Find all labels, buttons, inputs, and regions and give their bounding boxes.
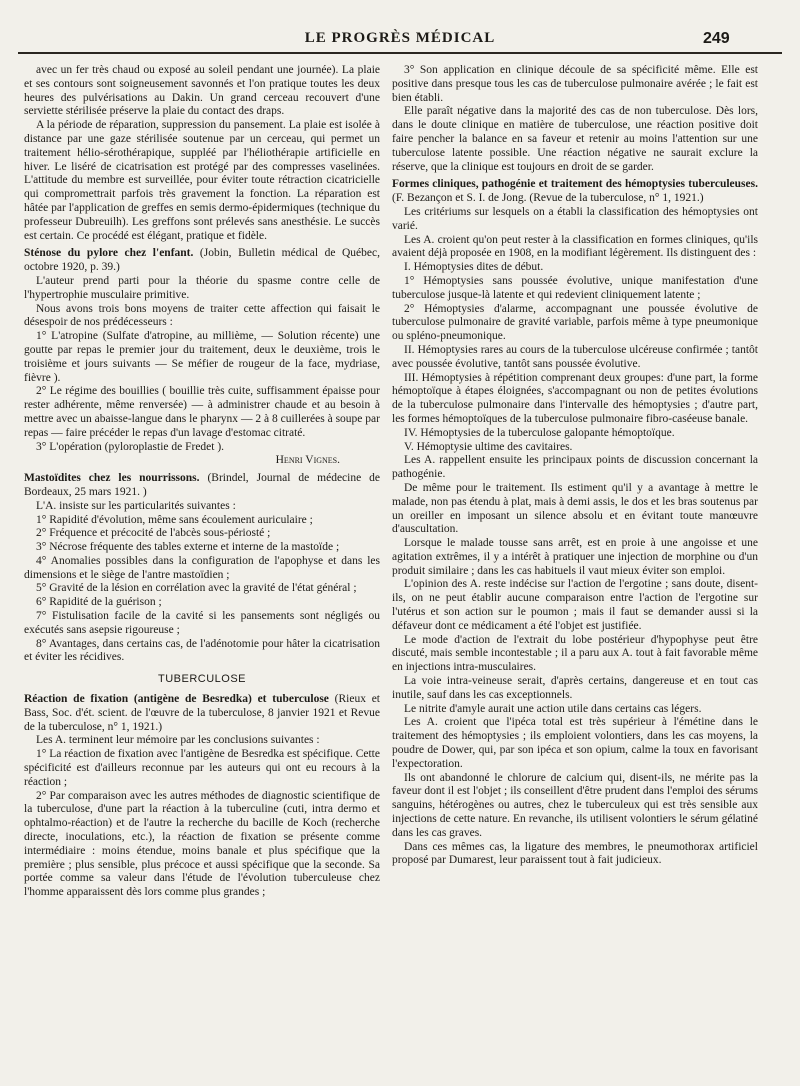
paragraph: Lorsque le malade tousse sans arrêt, est en proie à une angoisse et une agitation extrêmes, il y a intérêt à pratiquer une injection de morphine ou d'un produit similaire ; dans les cas habituels il vaut mieux éviter son emploi.	[392, 537, 758, 577]
article-citation: (Rieux et Bass, Soc. d'ét. scient. de l'œuvre de la tuberculose, 8 janvier 1921 et Revue de la tuberculose, n° 1, 1921.)	[24, 693, 380, 733]
paragraph: De même pour le traitement. Ils estiment qu'il y a avantage à mettre le malade, non pas étendu à plat, mais à demi assis, le dos et les bras soutenus par un oreiller en imposant un silence absolu et en évitant toute manœuvre d'auscultation.	[392, 481, 758, 536]
paragraph: A la période de réparation, suppression du pansement. La plaie est isolée à distance par une gaze stérilisée soutenue par un cerceau, qui permet un traitement hélio-sérothérapique, suppléé par l'héliothérapie artificielle en hiver. Le liséré de cicatrisation est protégé par des compresses vaselinées. L'attitude du membre est surveillée, pour éviter toute rétraction cicatricielle qui compromettrait parfois très gravement la fonction. La réparation est hâtée par l'application de greffes en semis dermo-épidermiques (technique du professeur Dubreuilh). Les greffons sont prélevés sans anesthésie. Le succès est certain. Ce procédé est élégant, pratique et fidèle.	[24, 119, 380, 242]
article-heading	[392, 178, 758, 206]
article-citation: (Brindel, Journal de médecine de Bordeaux, 25 mars 1921. )	[24, 472, 380, 498]
paragraph: Les critériums sur lesquels on a établi la classification des hémoptysies ont varié.	[392, 205, 758, 232]
left-column	[24, 64, 380, 1074]
header-rule	[18, 52, 782, 54]
article-title: Mastoïdites chez les nourrissons.	[24, 472, 200, 485]
article-citation: (Jobin, Bulletin médical de Québec, octobre 1920, p. 39.)	[24, 247, 380, 274]
paragraph: 3° L'opération (pyloroplastie de Fredet ).	[36, 440, 225, 453]
paragraph: 1° Hémoptysies sans poussée évolutive, unique manifestation d'une tuberculose jusque-là latente et qui redevient cliniquement latente ;	[392, 274, 758, 301]
paragraph: La voie intra-veineuse serait, d'après certains, dangereuse et en tout cas inutile, sauf dans les cas exceptionnels.	[392, 675, 758, 701]
paragraph: 1° Rapidité d'évolution, même sans écoulement auriculaire ;	[36, 513, 313, 526]
right-column	[392, 64, 758, 1074]
paragraph: 2° Hémoptysies d'alarme, accompagnant une poussée évolutive de tuberculose pulmonaire de gravité variable, parfois même à type pneumonique ou spléno-pneumonique.	[392, 302, 758, 343]
paragraph: Les A. croient que l'ipéca total est très supérieur à l'émétine dans le traitement des hémoptysies ; ils emploient volontiers, dans les cas moyens, la poudre de Dower, qui, par son ipéca et son opium, calme la toux en favorisant l'expectoration.	[392, 716, 758, 770]
paragraph: L'A. insiste sur les particularités suivantes :	[36, 499, 236, 512]
paragraph: 4° Anomalies possibles dans la configuration de l'apophyse et dans les dimensions et le siège de l'antre mastoïdien ;	[24, 554, 380, 581]
section-heading: TUBERCULOSE	[157, 673, 247, 686]
article-title: Réaction de fixation (antigène de Besredka) et tuberculose	[24, 693, 329, 706]
paragraph: 2° Fréquence et précocité de l'abcès sous-périosté ;	[36, 527, 271, 540]
paragraph: 1° La réaction de fixation avec l'antigène de Besredka est spécifique. Cette spécificité est d'ailleurs reconnue par les auteurs qui ont eu recours à la réaction ;	[24, 748, 380, 788]
paragraph: V. Hémoptysie ultime des cavitaires.	[404, 440, 573, 453]
paragraph: 2° Par comparaison avec les autres méthodes de diagnostic scientifique de la tuberculose, d'une part la réaction à la tuberculine (cuti, intra dermo et ophtalmo-réaction) et de l'autre la recherche du bacille de Koch (recherche directe, inoculations, etc.), la réaction de fixation se présente comme intermédiaire : moins étendue, moins banale et plus spécifique que la première ; plus sensible, plus précoce et aussi spécifique que la seconde. Sa portée comme sa valeur dans l'étude de l'évolution tuberculeuse chez l'homme apparaissent dès lors comme plus grandes ;	[24, 789, 380, 899]
paragraph: Dans ces mêmes cas, la ligature des membres, le pneumothorax artificiel proposé par Dumarest, leur paraissent tout à fait judicieux.	[392, 840, 758, 867]
paragraph: 3° Nécrose fréquente des tables externe et interne de la mastoïde ;	[36, 541, 340, 554]
author-signature: Henri Vignes.	[275, 454, 340, 467]
article-title: Sténose du pylore chez l'enfant.	[24, 247, 194, 260]
paragraph: L'auteur prend parti pour la théorie du spasme contre celle de l'hypertrophie musculaire primitive.	[24, 274, 380, 301]
article-citation: (F. Bezançon et S. I. de Jong. (Revue de la tuberculose, n° 1, 1921.)	[392, 192, 704, 205]
article-heading	[24, 247, 380, 275]
paragraph: 6° Rapidité de la guérison ;	[36, 596, 162, 609]
page-number: 249	[703, 30, 730, 47]
paragraph: 5° Gravité de la lésion en corrélation avec la gravité de l'état général ;	[36, 582, 357, 595]
paragraph: Les A. croient qu'on peut rester à la classification en formes cliniques, qu'ils avaient déjà proposée en 1908, en la modifiant légèrement. Ils distinguent des :	[392, 233, 758, 260]
paragraph: IV. Hémoptysies de la tuberculose galopante hémoptoïque.	[404, 426, 675, 439]
paragraph: 7° Fistulisation facile de la cavité si les pansements sont négligés ou exécutés sans asepsie rigoureuse ;	[24, 610, 380, 636]
paragraph: Le mode d'action de l'extrait du lobe postérieur d'hypophyse peut être discuté, mais semble incontestable ; il a paru aux A. tout à fait favorable même en injections intra-musculaires.	[392, 633, 758, 674]
paragraph: 8° Avantages, dans certains cas, de l'adénotomie pour hâter la cicatrisation et éviter les récidives.	[24, 637, 380, 664]
article-title: Formes cliniques, pathogénie et traitement des hémoptysies tuberculeuses.	[392, 178, 758, 191]
paragraph: Elle paraît négative dans la majorité des cas de non tuberculose. Dès lors, dans le doute clinique en matière de tuberculose, une réaction positive doit faire pencher la balance en sa faveur et retenir au moins l'attention sur une tuberculose latente possible. Une réaction négative ne saurait exclure la réserve, que la clinique est toujours en droit de se garder.	[392, 105, 758, 173]
paragraph: 3° Son application en clinique découle de sa spécificité même. Elle est positive dans presque tous les cas de tuberculose pulmonaire avérée ; le fait est bien établi.	[392, 64, 758, 104]
article-heading	[24, 693, 380, 734]
paragraph: 1° L'atropine (Sulfate d'atropine, au millième, — Solution récente) une goutte par repas le premier jour du traitement, deux le deuxième, trois le troisième et jours suivants — Se méfier de rougeur de la face, mydriase, fièvre ).	[24, 330, 380, 384]
paragraph: Les A. rappellent ensuite les principaux points de discussion concernant la pathogénie.	[392, 454, 758, 481]
paragraph: II. Hémoptysies rares au cours de la tuberculose ulcéreuse confirmée ; tantôt avec poussée évolutive, tantôt sans poussée évolutive.	[392, 343, 758, 370]
paragraph: Les A. terminent leur mémoire par les conclusions suivantes :	[36, 734, 320, 747]
article-heading	[24, 472, 380, 500]
paragraph: I. Hémoptysies dites de début.	[404, 261, 544, 274]
paragraph: avec un fer très chaud ou exposé au soleil pendant une journée). La plaie et ses contours sont soigneusement savonnés et l'on pratique toutes les deux heures des pulvérisations au Dakin. Un grand cerceau recouvert d'une serviette stérilisée préserve la plaie du contact des draps.	[24, 64, 380, 118]
paragraph: 2° Le régime des bouillies ( bouillie très cuite, suffisamment épaisse pour rester adhérente, même renversée) — à administrer chaude et au besoin à mettre avec un abaisse-langue dans le pharynx — 2 à 8 cuillerées à soupe par repas — faire précéder le repas d'un lavage d'estomac citraté.	[24, 385, 380, 439]
paragraph: L'opinion des A. reste indécise sur l'action de l'ergotine ; sans doute, disent-ils, on ne peut établir aucune comparaison entre l'action de l'ergotine sur l'utérus et son action sur le poumon ; mais il faut se demander aussi si la défaveur dont ce médicament a été l'objet est justifiée.	[392, 578, 758, 632]
paragraph: Nous avons trois bons moyens de traiter cette affection qui faisait le désespoir de nos prédécesseurs :	[24, 302, 380, 329]
paragraph: III. Hémoptysies à répétition comprenant deux groupes: d'une part, la forme hémoptoïque à étapes éloignées, s'accompagnant ou non de petites évolutions de la tuberculose pulmonaire dans l'intervalle des hémoptysies ; d'autre part, les formes hémoptoïques de la tuberculose pulmonaire fibro-caséeuse banale.	[392, 371, 758, 425]
paragraph: Ils ont abandonné le chlorure de calcium qui, disent-ils, ne mérite pas la faveur dont il est l'objet ; ils conseillent d'être prudent dans l'emploi des sérums sanguins, hétérogènes ou autres, chez le tuberculeux qui est très sensible aux injections de cette nature. En revanche, ils utilisent volontiers le sérum gélatiné dans les cas graves.	[392, 771, 758, 839]
running-header: LE PROGRÈS MÉDICAL	[304, 30, 496, 46]
paragraph: Le nitrite d'amyle aurait une action utile dans certains cas légers.	[404, 702, 702, 715]
